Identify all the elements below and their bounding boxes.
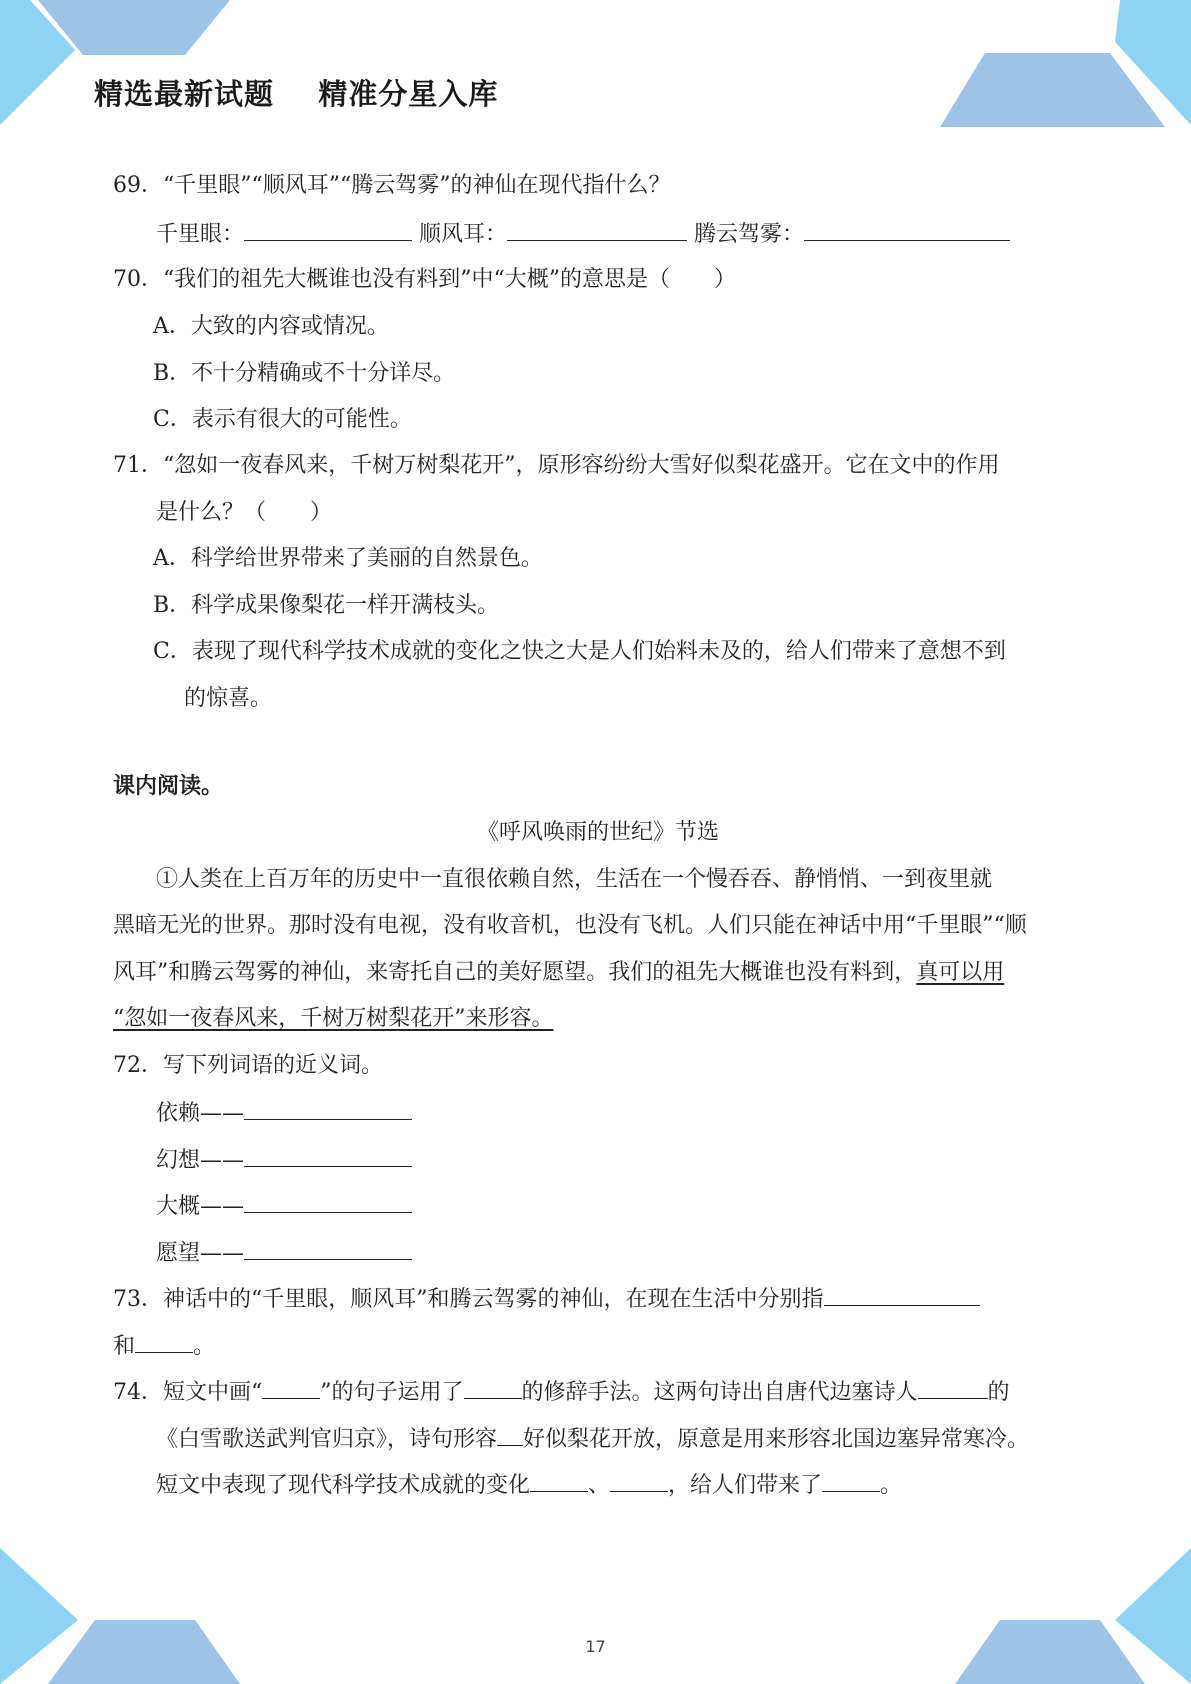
passage-line-1: ①人类在上百万年的历史中一直很依赖自然，生活在一个慢吞吞、静悄悄、一到夜里就	[156, 867, 993, 892]
question-71-line1: 71．“忽如一夜春风来，千树万树梨花开”，原形容纷纷大雪好似梨花盛开。它在文中的作用	[113, 453, 1000, 478]
passage-line-3-text: 风耳”和腾云驾雾的神仙，来寄托自己的美好愿望。我们的祖先大概谁也没有料到，	[113, 960, 917, 985]
blank-shunfenger[interactable]	[507, 218, 687, 241]
synonym-blank[interactable]	[244, 1237, 412, 1260]
blank-74-7[interactable]	[822, 1469, 880, 1492]
q74-text-2: ”的句子运用了	[320, 1380, 464, 1405]
passage-line-3	[113, 958, 1004, 988]
question-74-line2	[156, 1423, 1029, 1455]
blank-qianliyan[interactable]	[244, 218, 412, 241]
question-71-option-c-line2[interactable]: 的惊喜。	[184, 686, 273, 711]
synonym-word: 幻想——	[156, 1148, 245, 1173]
question-69-answers	[156, 218, 1010, 250]
blank-74-1[interactable]	[262, 1376, 320, 1399]
question-73-text: 73．神话中的“千里眼，顺风耳”和腾云驾雾的神仙，在现在生活中分别指	[113, 1287, 824, 1312]
label-tengyunjiawu: 腾云驾雾：	[687, 222, 805, 247]
passage-line-2: 黑暗无光的世界。那时没有电视，没有收音机，也没有飞机。人们只能在神话中用“千里眼”“顺	[113, 913, 1027, 938]
synonym-word: 依赖——	[156, 1101, 245, 1126]
page-number: 17	[585, 1637, 606, 1656]
question-70-option-c[interactable]: C．表示有很大的可能性。	[153, 407, 412, 432]
header-title: 精选最新试题 精准分星入库	[94, 77, 499, 111]
question-72: 72．写下列词语的近义词。	[113, 1053, 383, 1078]
question-71-option-a[interactable]: A．科学给世界带来了美丽的自然景色。	[153, 546, 543, 571]
synonym-row-3	[156, 1190, 412, 1222]
synonym-blank[interactable]	[244, 1144, 412, 1167]
synonym-row-4	[156, 1237, 412, 1269]
blank-74-5[interactable]	[530, 1469, 588, 1492]
blank-73-2[interactable]	[135, 1330, 193, 1353]
question-71-option-b[interactable]: B．科学成果像梨花一样开满枝头。	[153, 593, 500, 618]
question-74-line3	[156, 1469, 902, 1501]
question-71-line2: 是什么？（ ）	[156, 500, 333, 525]
section-heading: 课内阅读。	[113, 774, 224, 799]
synonym-word: 愿望——	[156, 1241, 245, 1266]
question-70-option-a[interactable]: A．大致的内容或情况。	[153, 314, 389, 339]
blank-74-4[interactable]	[497, 1423, 523, 1446]
blank-74-2[interactable]	[464, 1376, 522, 1399]
passage-title: 《呼风唤雨的世纪》节选	[476, 820, 719, 845]
question-73-line1	[113, 1283, 980, 1315]
label-shunfenger: 顺风耳：	[412, 222, 508, 247]
synonym-word: 大概——	[156, 1194, 245, 1219]
blank-73-1[interactable]	[824, 1283, 980, 1306]
q74-text-4: 的	[987, 1380, 1010, 1405]
q74-text-6: 好似梨花开放，原意是用来形容北国边塞异常寒冷。	[523, 1427, 1030, 1452]
question-73-line2	[113, 1330, 215, 1362]
question-73-and: 和	[113, 1334, 136, 1359]
synonym-row-1	[156, 1097, 412, 1129]
question-74-line1	[113, 1376, 1010, 1408]
synonym-blank[interactable]	[244, 1097, 412, 1120]
question-69: 69．“千里眼”“顺风耳”“腾云驾雾”的神仙在现代指什么？	[113, 173, 671, 198]
q74-text-3: 的修辞手法。这两句诗出自唐代边塞诗人	[521, 1380, 918, 1405]
q74-text-7: 短文中表现了现代科学技术成就的变化	[156, 1473, 531, 1498]
question-71-option-c-line1[interactable]: C．表现了现代科学技术成就的变化之快之大是人们始料未及的，给人们带来了意想不到	[153, 639, 1006, 664]
question-70: 70．“我们的祖先大概谁也没有料到”中“大概”的意思是（ ）	[113, 267, 736, 292]
underlined-sentence-start: 真可以用	[916, 960, 1005, 985]
blank-74-6[interactable]	[610, 1469, 668, 1492]
blank-74-3[interactable]	[918, 1376, 988, 1399]
q74-text-8: 、	[588, 1473, 611, 1498]
top-right-blue-shape	[940, 53, 1165, 127]
q74-text-9: ，给人们带来了	[668, 1473, 823, 1498]
q74-text-1: 74．短文中画“	[113, 1380, 263, 1405]
question-70-option-b[interactable]: B．不十分精确或不十分详尽。	[153, 361, 456, 386]
synonym-blank[interactable]	[244, 1190, 412, 1213]
q74-text-10: 。	[880, 1473, 903, 1498]
q74-text-5: 《白雪歌送武判官归京》，诗句形容	[156, 1427, 498, 1452]
label-qianliyan: 千里眼：	[156, 222, 245, 247]
blank-tengyunjiawu[interactable]	[804, 218, 1010, 241]
synonym-row-2	[156, 1144, 412, 1176]
question-73-end: 。	[193, 1334, 216, 1359]
underlined-sentence: “忽如一夜春风来，千树万树梨花开”来形容。	[113, 1006, 554, 1031]
